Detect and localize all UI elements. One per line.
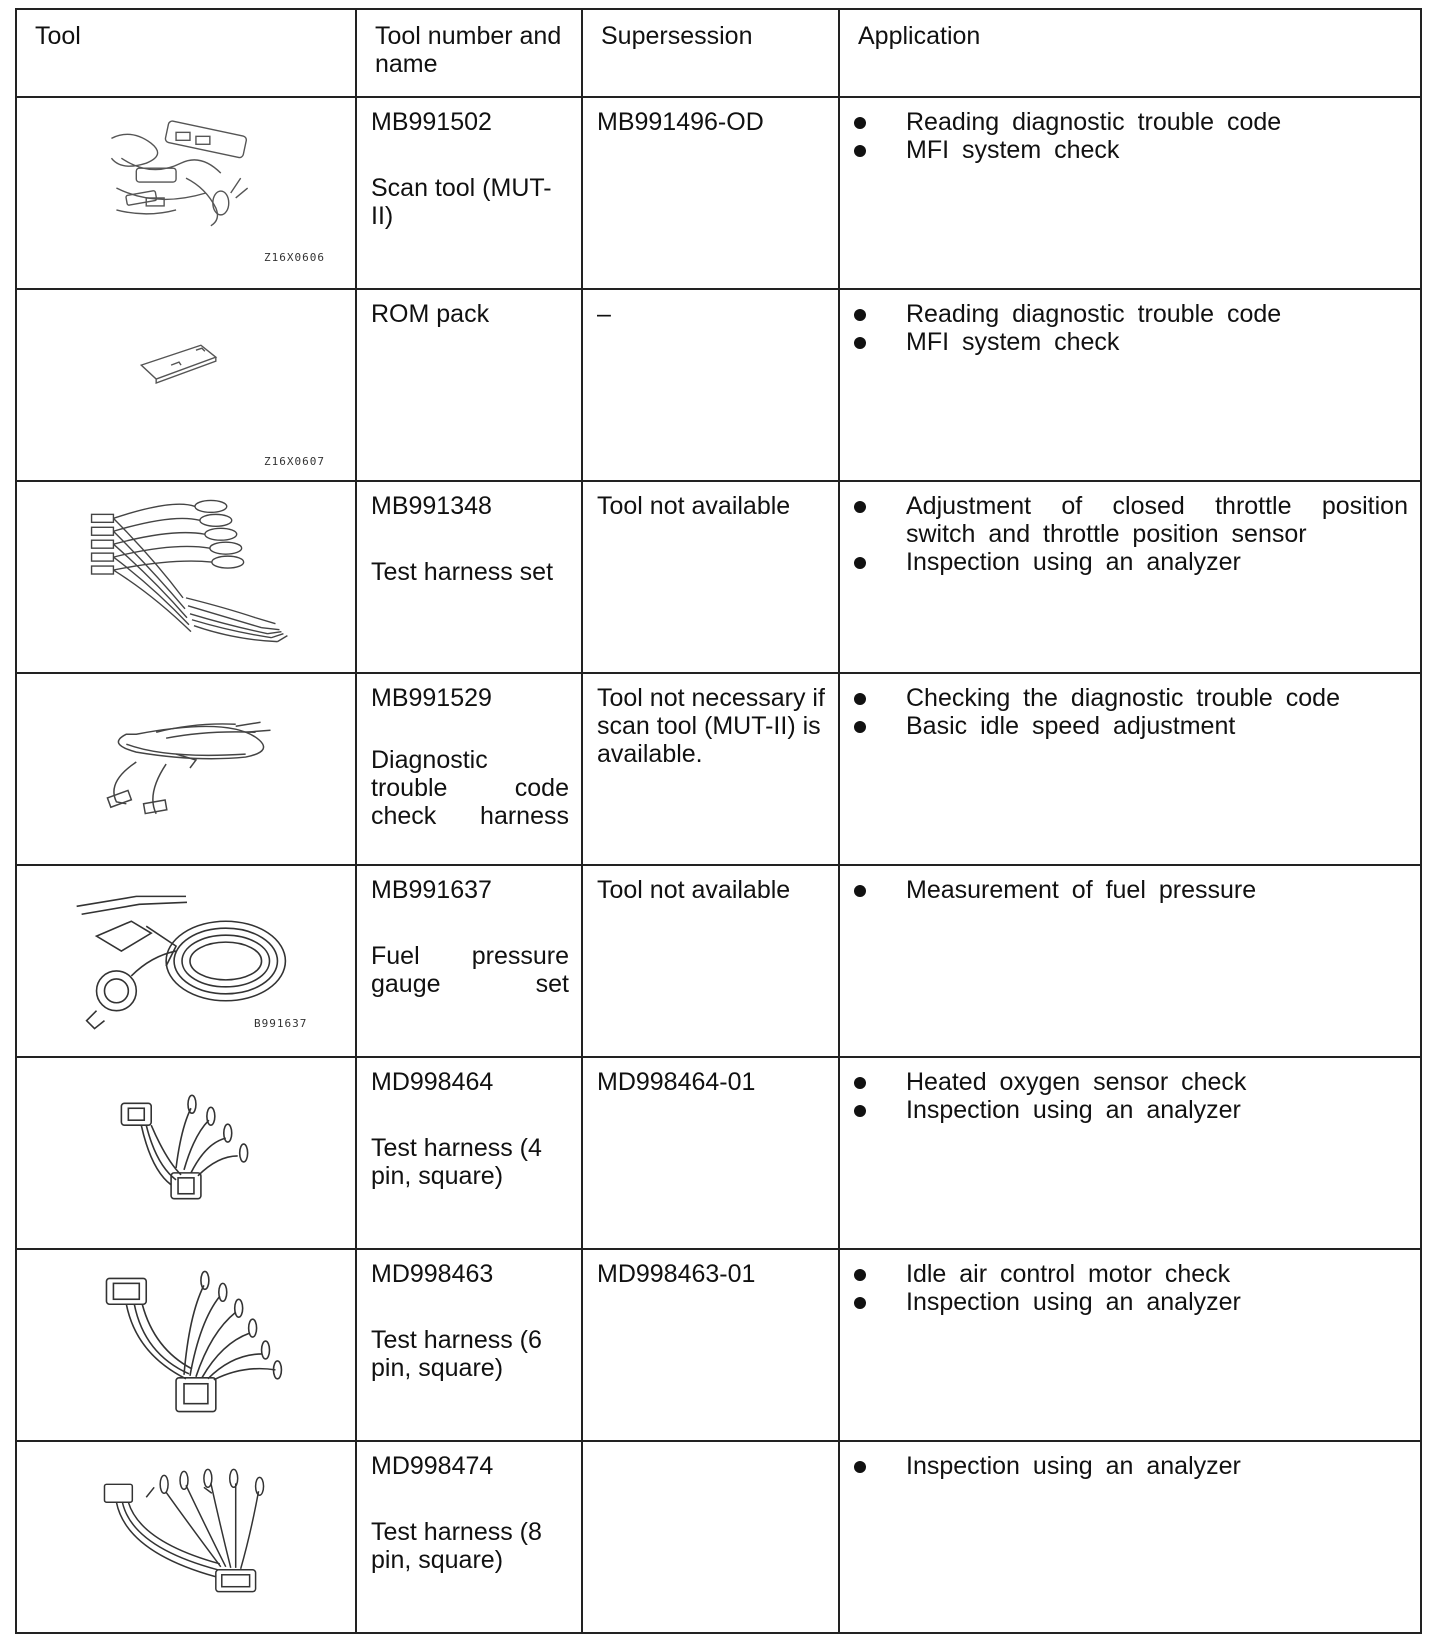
tool-name: Fuel pressure gauge set xyxy=(371,942,569,998)
tool-image-cell xyxy=(16,1249,356,1441)
supersession-cell xyxy=(582,1441,839,1633)
application-list xyxy=(840,1442,1420,1480)
table-row xyxy=(16,97,1421,289)
list-item: Basic idle speed adjustment xyxy=(852,712,1408,740)
application-list xyxy=(840,482,1420,576)
figure-code: B991637 xyxy=(254,1017,308,1030)
tool-number: MD998463 xyxy=(371,1260,494,1288)
application-cell xyxy=(839,289,1421,481)
application-list xyxy=(840,1250,1420,1316)
list-item: Inspection using an analyzer xyxy=(852,1096,1408,1124)
supersession-cell xyxy=(582,673,839,865)
tool-image-cell xyxy=(16,1057,356,1249)
supersession-value: MB991496-OD xyxy=(597,108,764,136)
table-row xyxy=(16,1057,1421,1249)
tool-number-name-cell xyxy=(356,1249,582,1441)
list-item: Reading diagnostic trouble code xyxy=(852,300,1408,328)
application-list xyxy=(840,866,1420,904)
supersession-value: MD998464-01 xyxy=(597,1068,756,1096)
table-row xyxy=(16,673,1421,865)
tool-name: Test harness set xyxy=(371,558,554,586)
application-cell xyxy=(839,1441,1421,1633)
application-cell xyxy=(839,673,1421,865)
special-tools-table xyxy=(15,8,1422,1634)
supersession-value: Tool not necessary if scan tool (MUT-II) is available. xyxy=(597,684,825,768)
supersession-value: Tool not available xyxy=(597,492,791,520)
tool-image-cell xyxy=(16,97,356,289)
tool-name: Test harness (8 pin, square) xyxy=(371,1518,542,1574)
list-item: Adjustment of closed throttle position switch and throttle position sensor xyxy=(852,492,1408,548)
table-row xyxy=(16,481,1421,673)
tool-image-cell xyxy=(16,865,356,1057)
supersession-value: Tool not available xyxy=(597,876,791,904)
tool-name: ROM pack xyxy=(371,300,490,328)
tool-image-cell xyxy=(16,673,356,865)
header-application: Application xyxy=(839,9,1421,97)
supersession-cell xyxy=(582,865,839,1057)
application-list xyxy=(840,290,1420,356)
header-supersession: Supersession xyxy=(582,9,839,97)
list-item: Measurement of fuel pressure xyxy=(852,876,1408,904)
application-cell xyxy=(839,1057,1421,1249)
application-cell xyxy=(839,97,1421,289)
supersession-cell xyxy=(582,1249,839,1441)
header-row xyxy=(16,9,1421,97)
harness-6pin-icon xyxy=(17,1250,355,1440)
table-row xyxy=(16,1441,1421,1633)
test-harness-set-icon xyxy=(17,482,355,672)
tool-number-name-cell xyxy=(356,481,582,673)
list-item: Checking the diagnostic trouble code xyxy=(852,684,1408,712)
tool-name: Diagnostic trouble code check harness xyxy=(371,746,569,830)
supersession-cell xyxy=(582,481,839,673)
tool-number-name-cell xyxy=(356,865,582,1057)
list-item: MFI system check xyxy=(852,328,1408,356)
table-row xyxy=(16,865,1421,1057)
list-item: Inspection using an analyzer xyxy=(852,1452,1408,1480)
list-item: Idle air control motor check xyxy=(852,1260,1408,1288)
supersession-cell xyxy=(582,97,839,289)
tool-name: Test harness (6 pin, square) xyxy=(371,1326,542,1382)
tool-image-cell xyxy=(16,481,356,673)
list-item: Heated oxygen sensor check xyxy=(852,1068,1408,1096)
tool-number-name-cell xyxy=(356,1441,582,1633)
tool-number: MB991348 xyxy=(371,492,492,520)
application-list xyxy=(840,1058,1420,1124)
application-list xyxy=(840,674,1420,740)
supersession-value: MD998463-01 xyxy=(597,1260,756,1288)
tool-name: Scan tool (MUT-II) xyxy=(371,174,552,230)
application-cell xyxy=(839,481,1421,673)
table-row xyxy=(16,289,1421,481)
application-cell xyxy=(839,865,1421,1057)
tool-number: MB991502 xyxy=(371,108,492,136)
tool-name: Test harness (4 pin, square) xyxy=(371,1134,542,1190)
list-item: Reading diagnostic trouble code xyxy=(852,108,1408,136)
tool-number: MB991529 xyxy=(371,684,492,712)
tool-image-cell xyxy=(16,1441,356,1633)
check-harness-icon xyxy=(17,674,355,864)
supersession-value xyxy=(583,1442,838,1452)
application-list xyxy=(840,98,1420,164)
supersession-cell xyxy=(582,289,839,481)
tool-image-cell xyxy=(16,289,356,481)
list-item: Inspection using an analyzer xyxy=(852,548,1408,576)
tool-number: MB991637 xyxy=(371,876,492,904)
harness-4pin-icon xyxy=(17,1058,355,1248)
table-row xyxy=(16,1249,1421,1441)
tool-number-name-cell xyxy=(356,1057,582,1249)
application-cell xyxy=(839,1249,1421,1441)
header-tool: Tool xyxy=(16,9,356,97)
supersession-value: – xyxy=(597,300,611,328)
supersession-cell xyxy=(582,1057,839,1249)
tool-number: MD998474 xyxy=(371,1452,494,1480)
harness-8pin-icon xyxy=(17,1442,355,1632)
header-tool-number-name: Tool number and name xyxy=(356,9,582,97)
list-item: MFI system check xyxy=(852,136,1408,164)
tool-number-name-cell xyxy=(356,673,582,865)
figure-code: Z16X0607 xyxy=(264,455,325,468)
tool-number-name-cell xyxy=(356,289,582,481)
tool-number: MD998464 xyxy=(371,1068,494,1096)
list-item: Inspection using an analyzer xyxy=(852,1288,1408,1316)
tool-number-name-cell xyxy=(356,97,582,289)
figure-code: Z16X0606 xyxy=(264,251,325,264)
